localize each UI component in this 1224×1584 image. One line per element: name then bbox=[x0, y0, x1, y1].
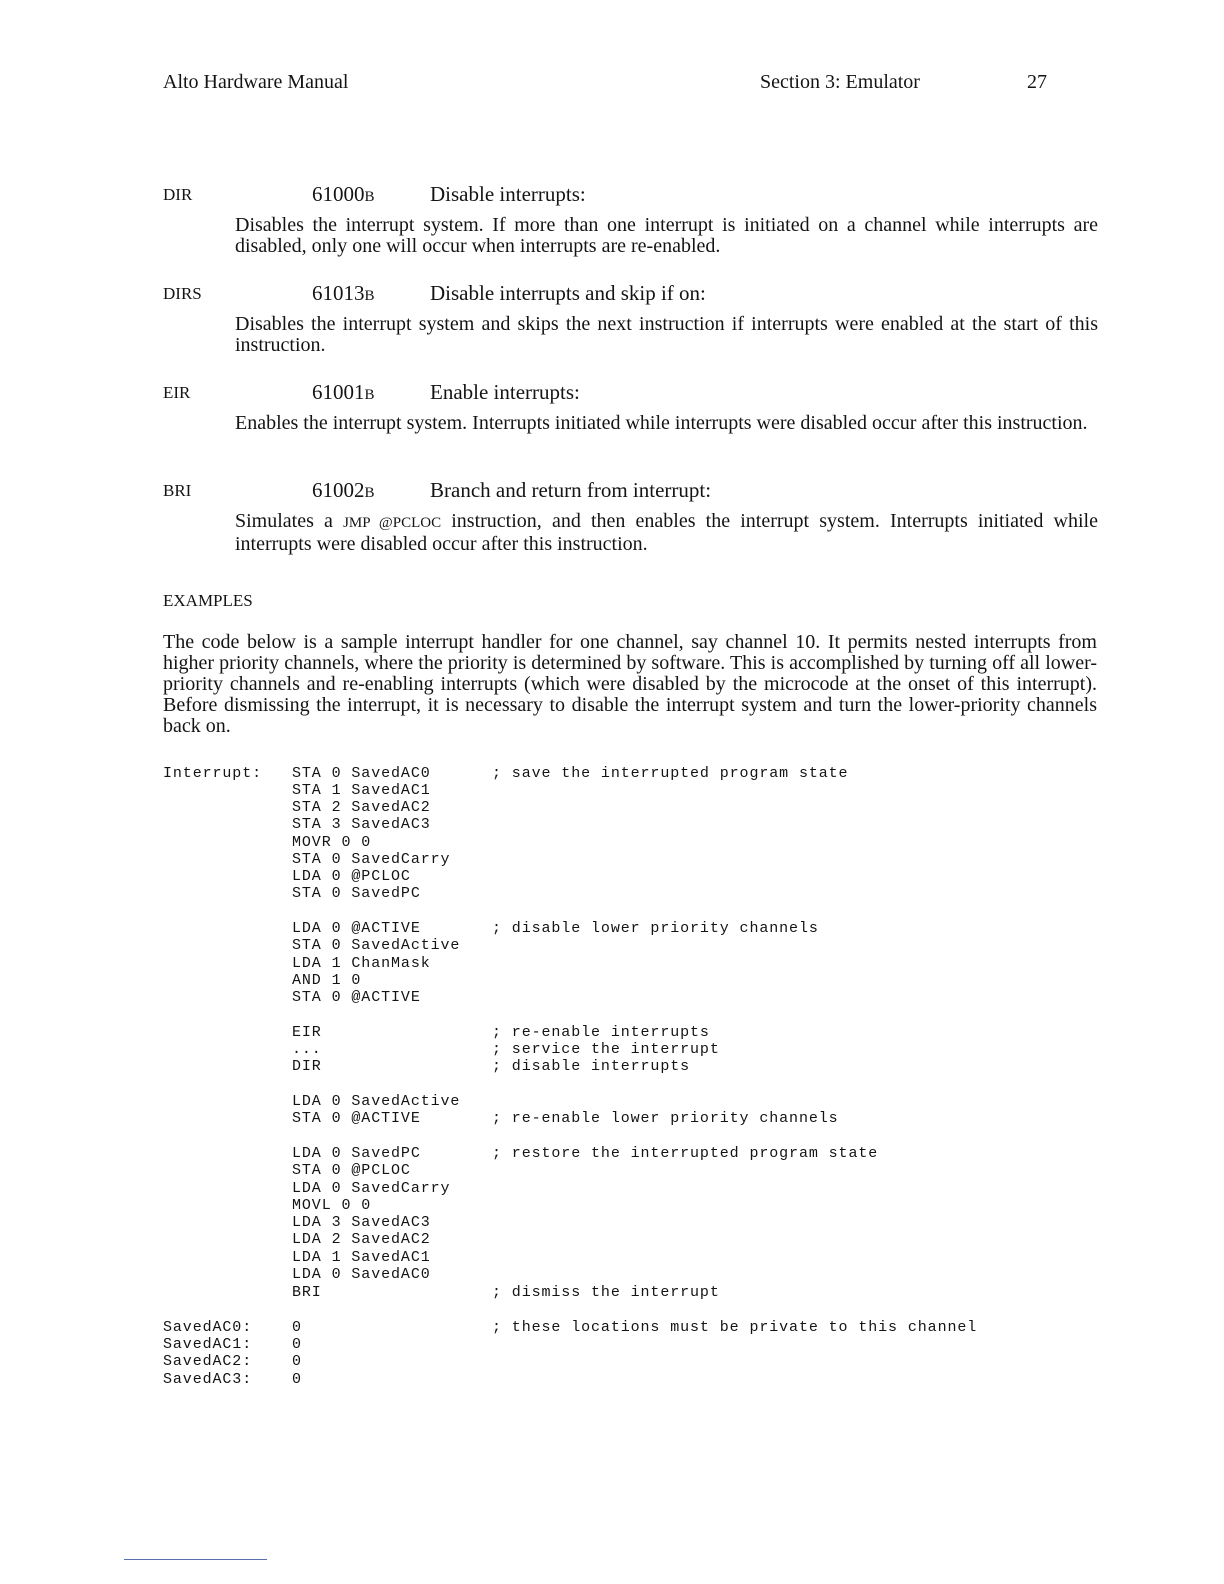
code-line: BRI bbox=[292, 1284, 322, 1301]
code-line: LDA 0 SavedActive bbox=[292, 1093, 461, 1110]
code-line: STA 1 SavedAC1 bbox=[292, 782, 431, 799]
code-line: STA 0 SavedActive bbox=[292, 937, 461, 954]
data-label: SavedAC2: bbox=[163, 1353, 253, 1370]
code-line: ... bbox=[292, 1041, 322, 1058]
code-comment: ; re-enable interrupts bbox=[492, 1024, 710, 1041]
instruction-opcode: 61000B bbox=[312, 182, 375, 206]
data-value: 0 bbox=[292, 1371, 302, 1388]
code-line: LDA 3 SavedAC3 bbox=[292, 1214, 431, 1231]
code-line: STA 0 @ACTIVE bbox=[292, 989, 421, 1006]
code-line: STA 2 SavedAC2 bbox=[292, 799, 431, 816]
data-value: 0 bbox=[292, 1319, 302, 1336]
data-value: 0 bbox=[292, 1336, 302, 1353]
instruction-description: Simulates a JMP @PCLOC instruction, and then enables the interrupt system. Interrupts initiated while interrupts were disabled occur after this instruction. bbox=[235, 510, 1098, 555]
code-line: EIR bbox=[292, 1024, 322, 1041]
code-line: MOVR 0 0 bbox=[292, 834, 372, 851]
data-label: SavedAC0: bbox=[163, 1319, 253, 1336]
running-header-section: Section 3: Emulator bbox=[760, 71, 920, 93]
code-comment: ; restore the interrupted program state bbox=[492, 1145, 879, 1162]
instruction-title: Branch and return from interrupt: bbox=[430, 478, 712, 502]
code-label: Interrupt: bbox=[163, 765, 263, 782]
code-line: STA 3 SavedAC3 bbox=[292, 816, 431, 833]
data-value: 0 bbox=[292, 1353, 302, 1370]
examples-paragraph: The code below is a sample interrupt handler for one channel, say channel 10. It permits nested interrupts from higher priority channels, where the priority is determined by software. This is accomplished by turning off all lower-priority channels and re-enabling interrupts (which were disabled by the microcode at the onset of this interrupt). Before dismissing the interrupt, it is necessary to disable the interrupt system and turn the lower-priority channels back on. bbox=[163, 631, 1097, 737]
instruction-opcode: 61013B bbox=[312, 281, 375, 305]
instruction-mnemonic: DIRS bbox=[163, 284, 202, 303]
data-label: SavedAC1: bbox=[163, 1336, 253, 1353]
code-line: LDA 0 SavedCarry bbox=[292, 1180, 451, 1197]
code-line: STA 0 @ACTIVE bbox=[292, 1110, 421, 1127]
code-line: STA 0 SavedPC bbox=[292, 885, 421, 902]
instruction-description: Disables the interrupt system and skips the next instruction if interrupts were enabled at the start of this instruction. bbox=[235, 313, 1098, 356]
examples-heading: EXAMPLES bbox=[163, 591, 253, 610]
code-line: STA 0 @PCLOC bbox=[292, 1162, 411, 1179]
code-line: STA 0 SavedCarry bbox=[292, 851, 451, 868]
code-line: LDA 1 SavedAC1 bbox=[292, 1249, 431, 1266]
instruction-description: Enables the interrupt system. Interrupts initiated while interrupts were disabled occur after this instruction. bbox=[235, 412, 1088, 434]
code-line: LDA 0 SavedPC bbox=[292, 1145, 421, 1162]
data-label: SavedAC3: bbox=[163, 1371, 253, 1388]
code-line: STA 0 SavedAC0 bbox=[292, 765, 431, 782]
code-line: MOVL 0 0 bbox=[292, 1197, 372, 1214]
code-comment: ; disable lower priority channels bbox=[492, 920, 819, 937]
instruction-mnemonic: DIR bbox=[163, 185, 193, 204]
code-comment: ; dismiss the interrupt bbox=[492, 1284, 720, 1301]
code-comment: ; these locations must be private to this channel bbox=[492, 1319, 978, 1336]
code-comment: ; re-enable lower priority channels bbox=[492, 1110, 839, 1127]
instruction-opcode: 61001B bbox=[312, 380, 375, 404]
code-line: LDA 1 ChanMask bbox=[292, 955, 431, 972]
code-line: LDA 2 SavedAC2 bbox=[292, 1231, 431, 1248]
instruction-title: Disable interrupts and skip if on: bbox=[430, 281, 706, 305]
code-comment: ; save the interrupted program state bbox=[492, 765, 849, 782]
instruction-title: Disable interrupts: bbox=[430, 182, 586, 206]
code-line: AND 1 0 bbox=[292, 972, 362, 989]
code-line: DIR bbox=[292, 1058, 322, 1075]
instruction-opcode: 61002B bbox=[312, 478, 375, 502]
footnote-rule bbox=[124, 1559, 267, 1560]
instruction-title: Enable interrupts: bbox=[430, 380, 580, 404]
instruction-mnemonic: EIR bbox=[163, 383, 191, 402]
code-line: LDA 0 @ACTIVE bbox=[292, 920, 421, 937]
code-comment: ; service the interrupt bbox=[492, 1041, 720, 1058]
code-line: LDA 0 SavedAC0 bbox=[292, 1266, 431, 1283]
instruction-description: Disables the interrupt system. If more than one interrupt is initiated on a channel while interrupts are disabled, only one will occur when interrupts are re-enabled. bbox=[235, 214, 1098, 257]
running-header-title: Alto Hardware Manual bbox=[163, 71, 349, 93]
code-comment: ; disable interrupts bbox=[492, 1058, 691, 1075]
code-line: LDA 0 @PCLOC bbox=[292, 868, 411, 885]
page-number: 27 bbox=[1027, 71, 1047, 93]
instruction-mnemonic: BRI bbox=[163, 481, 192, 500]
